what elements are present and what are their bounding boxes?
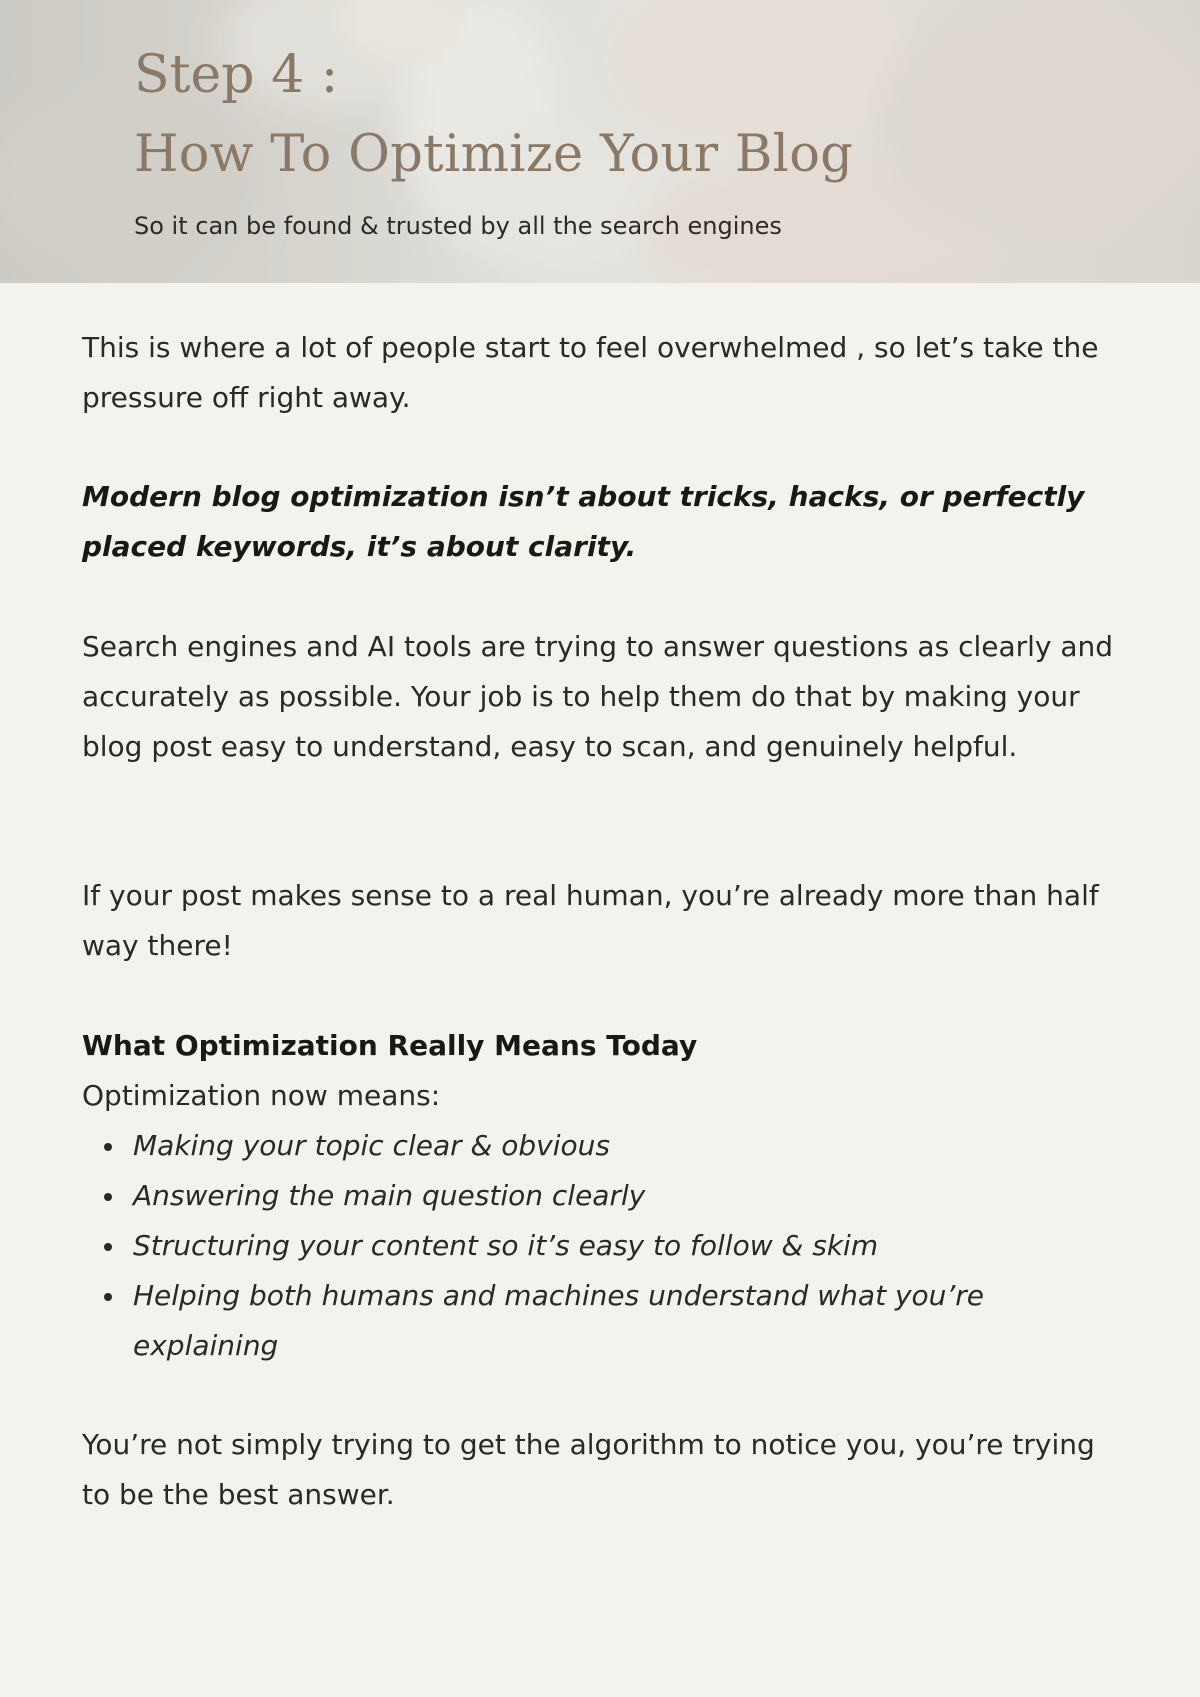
list-item (82, 1221, 1122, 1271)
list-item-text: Structuring your content so it’s easy to follow & skim (133, 1229, 879, 1262)
header-banner (0, 0, 1200, 283)
closing-paragraph: You’re not simply trying to get the algorithm to notice you, you’re trying to be the best answer. (82, 1428, 1095, 1511)
bullet-icon (104, 1293, 112, 1301)
search-engines-paragraph: Search engines and AI tools are trying to answer questions as clearly and accurately as possible. Your job is to help them do that by making your blog post easy to understand, easy to scan, and genuinely helpful. (82, 630, 1114, 763)
bullet-icon (104, 1243, 112, 1251)
list-item-text: Answering the main question clearly (133, 1179, 646, 1212)
list-item (82, 1121, 1122, 1171)
step-label: Step 4 : (134, 45, 339, 105)
list-item (82, 1171, 1122, 1221)
section-lead: Optimization now means: (82, 1079, 441, 1112)
optimization-list (82, 1121, 1122, 1371)
bullet-icon (104, 1143, 112, 1151)
list-item (82, 1271, 1122, 1371)
real-human-paragraph: If your post makes sense to a real human, you’re already more than half way there! (82, 879, 1099, 962)
page-subtitle: So it can be found & trusted by all the search engines (134, 212, 782, 240)
bullet-icon (104, 1193, 112, 1201)
page-title: How To Optimize Your Blog (134, 125, 854, 184)
list-item-text: Making your topic clear & obvious (133, 1129, 610, 1162)
intro-paragraph: This is where a lot of people start to feel overwhelmed , so let’s take the pressure off right away. (82, 331, 1099, 414)
emphasis-paragraph: Modern blog optimization isn’t about tricks, hacks, or perfectly placed keywords, it’s about clarity. (82, 480, 1085, 563)
section-heading: What Optimization Really Means Today (82, 1029, 698, 1062)
list-item-text: Helping both humans and machines understand what you’re explaining (133, 1279, 985, 1362)
